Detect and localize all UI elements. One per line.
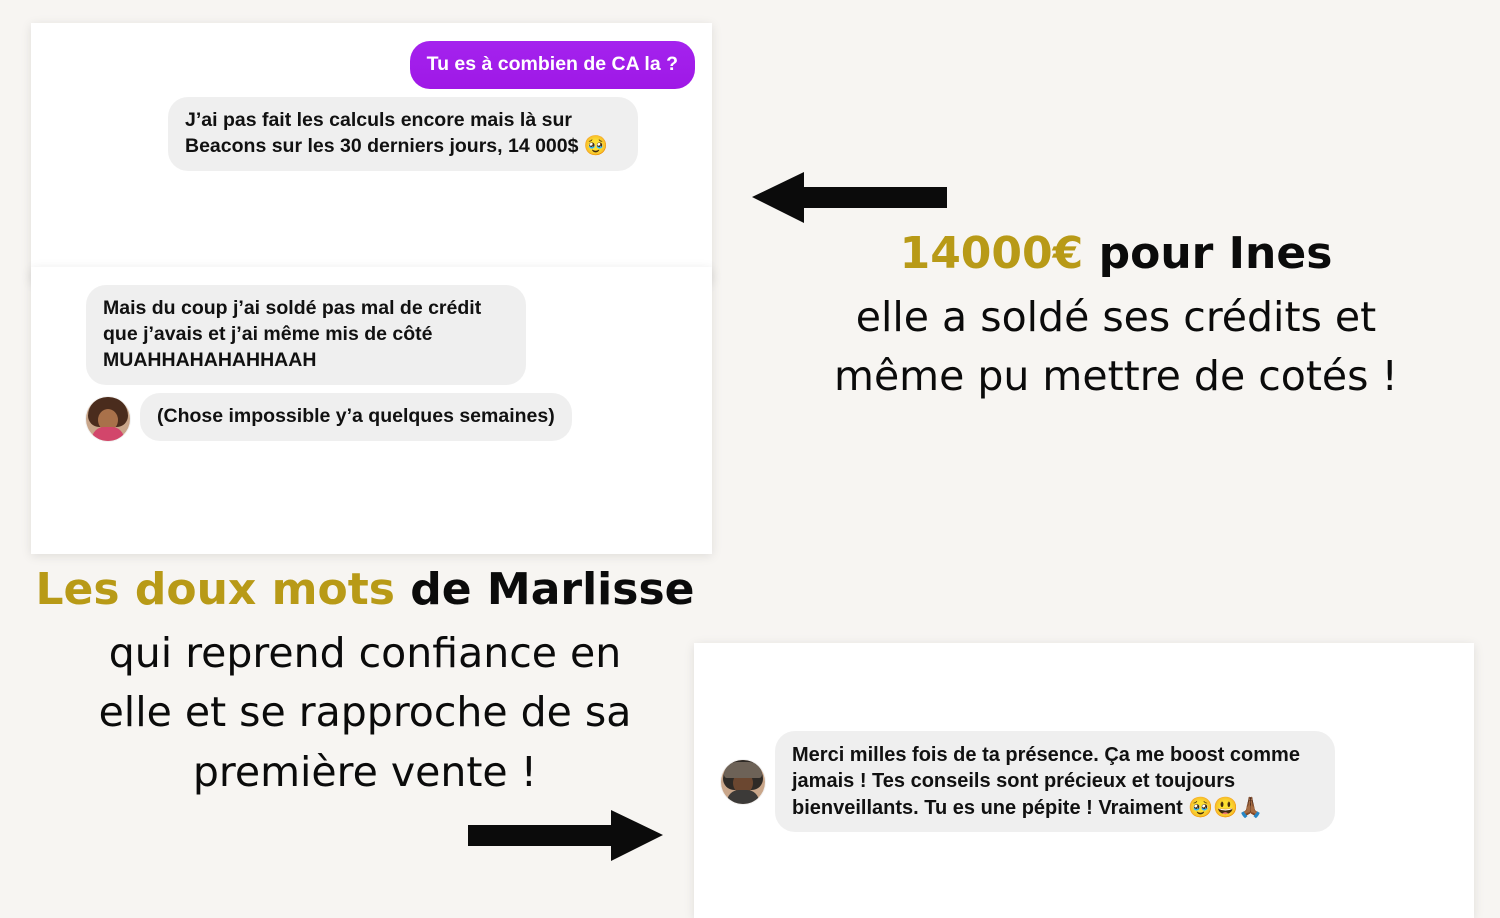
- message-row: [694, 731, 1335, 833]
- chat-screenshot-marlisse: [694, 643, 1474, 918]
- caption-marlisse-headline: [20, 558, 710, 622]
- chat-bubble-incoming: Mais du coup j’ai soldé pas mal de crédit que j’avais et j’ai même mis de côté MUAHHAHAHAHHAAH: [86, 285, 526, 385]
- chat-bubble-incoming: Merci milles fois de ta présence. Ça me boost comme jamais ! Tes conseils sont précieux et toujours bienveillants. Tu es une pépite ! Vraiment 🥹😃🙏🏾: [775, 731, 1335, 833]
- caption-marlisse-headline-rest: de Marlisse: [394, 564, 695, 615]
- avatar: [86, 397, 130, 441]
- message-row: [31, 41, 712, 89]
- avatar: [721, 760, 765, 804]
- chat-bubble-outgoing: Tu es à combien de CA la ?: [410, 41, 695, 89]
- caption-marlisse-body-line3: première vente !: [192, 747, 538, 796]
- caption-marlisse: [20, 558, 710, 802]
- arrow-left-icon: [752, 170, 947, 225]
- chat-bubble-incoming: J’ai pas fait les calculs encore mais là sur Beacons sur les 30 derniers jours, 14 000$ 🥹: [168, 97, 638, 171]
- chat-screenshot-ines-top: [31, 23, 712, 282]
- message-row: [31, 97, 712, 171]
- message-row: [31, 393, 712, 441]
- caption-ines-headline-gold: 14000€: [899, 228, 1084, 279]
- caption-ines-headline: [760, 222, 1472, 286]
- chat-bubble-incoming: (Chose impossible y’a quelques semaines): [140, 393, 572, 441]
- caption-marlisse-headline-gold: Les doux mots: [35, 564, 395, 615]
- caption-ines: [760, 222, 1472, 407]
- caption-ines-body-line1: elle a soldé ses crédits et: [855, 292, 1377, 341]
- arrow-right-icon: [468, 808, 663, 863]
- chat-screenshot-ines-bottom: [31, 267, 712, 554]
- caption-ines-body-line2: même pu mettre de cotés !: [834, 352, 1398, 401]
- caption-ines-headline-rest: pour Ines: [1083, 228, 1333, 279]
- caption-marlisse-body-line1: qui reprend confiance en: [108, 628, 622, 677]
- message-row: [31, 285, 712, 385]
- caption-marlisse-body-line2: elle et se rapproche de sa: [98, 688, 632, 737]
